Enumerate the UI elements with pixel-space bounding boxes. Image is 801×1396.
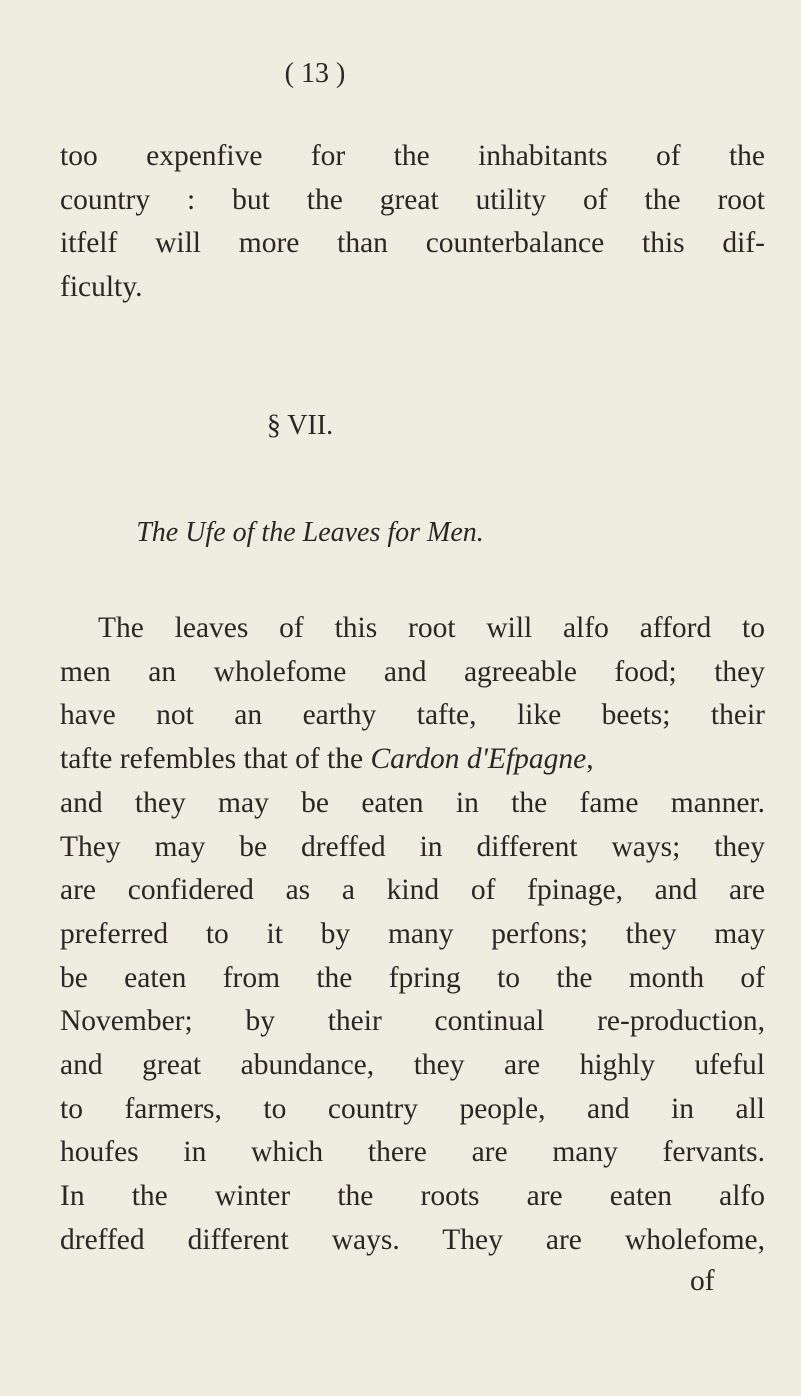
text-segment: , [586,743,594,775]
text-line: In the winter the roots are eaten alfo [60,1180,765,1212]
text-line: The leaves of this root will alfo afford to [98,612,765,644]
text-line: itfelf will more than counterbalance this dif- [60,227,765,259]
text-line: country : but the great utility of the root [60,184,765,216]
text-line: to farmers, to country people, and in all [60,1093,765,1125]
text-line: preferred to it by many perfons; they may [60,918,765,950]
page-number: ( 13 ) [284,58,346,89]
section-number: § VII. [266,410,334,441]
italic-term: Cardon d'Efpagne [370,743,587,775]
text-line: ficulty. [60,271,143,303]
text-line: and great abundance, they are highly ufeful [60,1049,765,1081]
text-line [60,741,765,777]
catchword: of [690,1265,715,1297]
text-line: November; by their continual re-production, [60,1005,765,1037]
section-heading: The Ufe of the Leaves for Men. [136,517,484,548]
text-line: are confidered as a kind of fpinage, and are [60,874,765,906]
text-segment: tafte refembles that of the [60,743,371,775]
text-line: dreffed different ways. They are wholefome, [60,1224,765,1256]
text-line: have not an earthy tafte, like beets; their [60,699,765,731]
text-line: and they may be eaten in the fame manner. [60,787,765,819]
text-line: men an wholefome and agreeable food; they [60,656,765,688]
text-line: too expenfive for the inhabitants of the [60,140,765,172]
text-line: houfes in which there are many fervants. [60,1136,765,1168]
text-line: be eaten from the fpring to the month of [60,962,765,994]
text-line: They may be dreffed in different ways; they [60,831,765,863]
